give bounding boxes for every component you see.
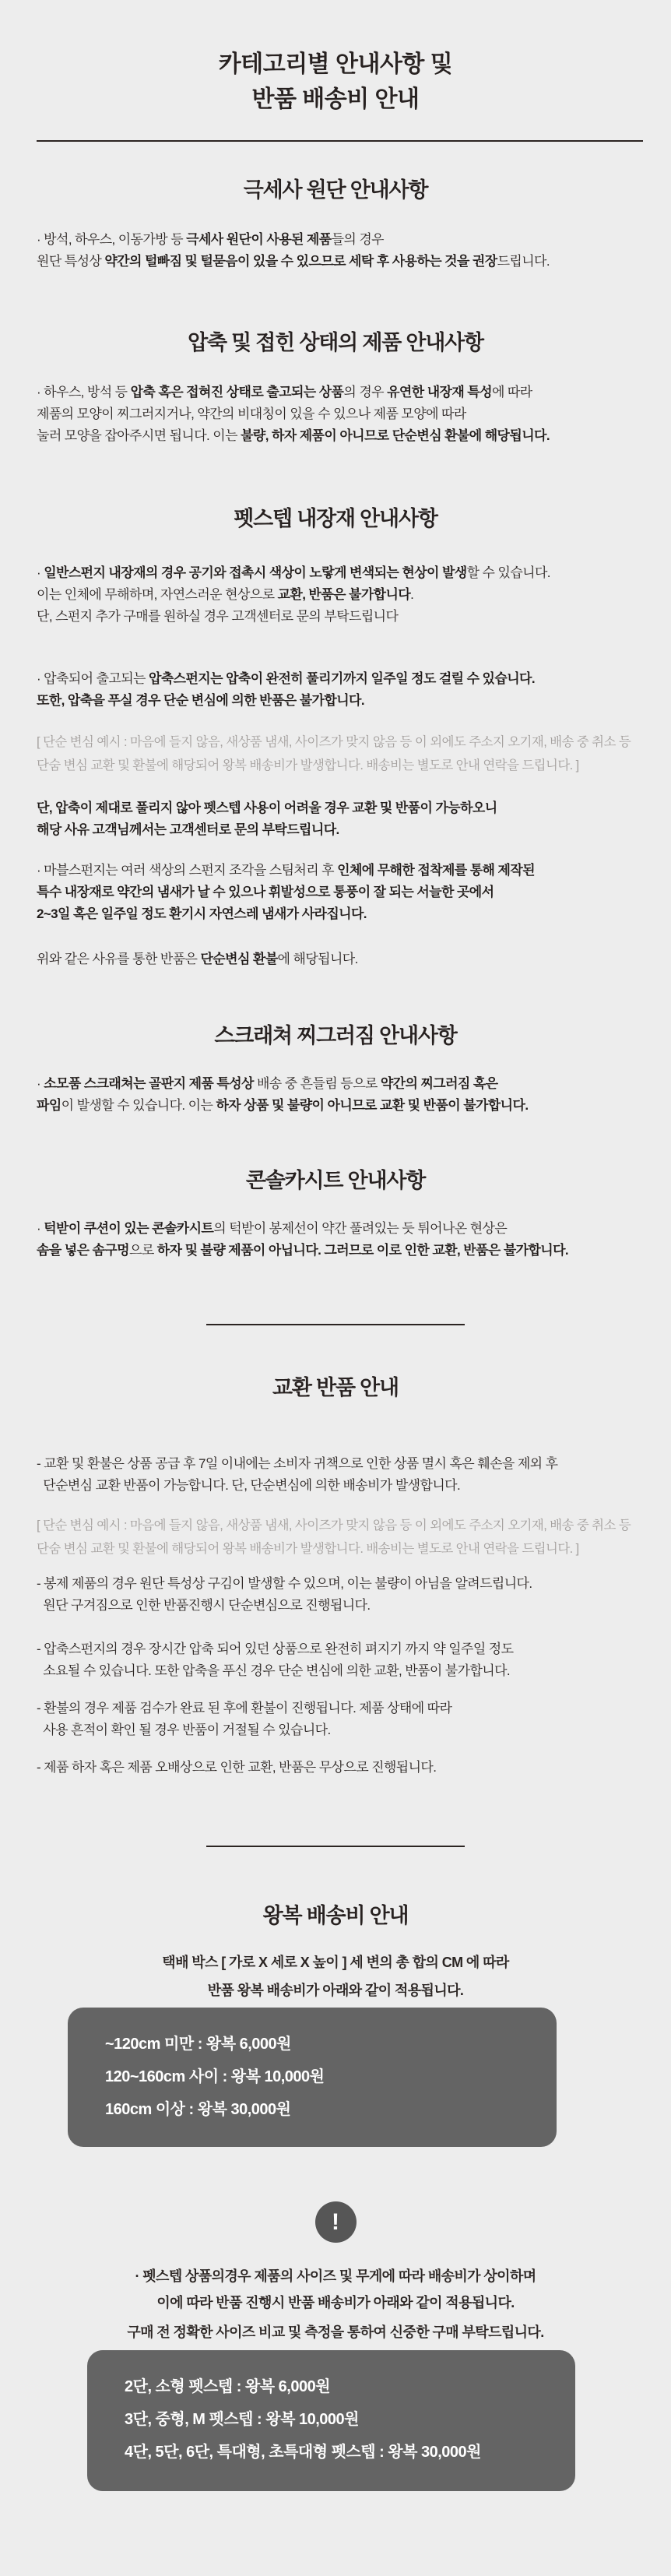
petstep-shipping-notice-line1: · 펫스텝 상품의경우 제품의 사이즈 및 무게에 따라 배송비가 상이하며 — [135, 2268, 536, 2284]
text-line: 위와 같은 사유를 통한 반품은 단순변심 환불에 해당됩니다. — [37, 952, 358, 966]
shipping-subtitle — [0, 1948, 671, 2004]
text-line: · 마블스펀지는 여러 색상의 스펀지 조각을 스팀처리 후 인체에 무해한 접착제를 통해 제작된 — [37, 863, 535, 878]
exchange-note-simple-change — [37, 1514, 641, 1561]
text-line: - 제품 하자 혹은 제품 오배상으로 인한 교환, 반품은 무상으로 진행됩니다. — [37, 1760, 437, 1775]
fee-row: 4단, 5단, 6단, 특대형, 초특대형 펫스텝 : 왕복 30,000원 — [125, 2444, 482, 2461]
fee-row: 120~160cm 사이 : 왕복 10,000원 — [105, 2068, 325, 2085]
petstep-fee-box — [87, 2350, 575, 2491]
section-compressed-heading: 압축 및 접힌 상태의 제품 안내사항 — [188, 331, 483, 354]
text-line: 원단 구겨짐으로 인한 반품진행시 단순변심으로 진행됩니다. — [37, 1598, 371, 1613]
text-line: 원단 특성상 약간의 털빠짐 및 털묻음이 있을 수 있으므로 세탁 후 사용하는 것을 권장드립니다. — [37, 254, 550, 269]
compressed-paragraph — [37, 382, 641, 447]
purchase-caution: 구매 전 정확한 사이즈 비교 및 측정을 통하여 신중한 구매 부탁드립니다. — [127, 2324, 544, 2340]
text-line: - 봉제 제품의 경우 원단 특성상 구김이 발생할 수 있으며, 이는 불량이 아님을 알려드립니다. — [37, 1576, 532, 1591]
text-line: 사용 흔적이 확인 될 경우 반품이 거절될 수 있습니다. — [37, 1723, 331, 1737]
text-line: 단순변심 교환 반품이 가능합니다. 단, 단순변심에 의한 배송비가 발생합니다. — [37, 1478, 461, 1493]
fee-row: 3단, 중형, M 펫스텝 : 왕복 10,000원 — [125, 2411, 359, 2428]
page-title-line2: 반품 배송비 안내 — [251, 86, 420, 112]
text-line: 단, 스펀지 추가 구매를 원하실 경우 고객센터로 문의 부탁드립니다 — [37, 609, 399, 624]
size-fee-box — [68, 2008, 557, 2147]
petstep-paragraph-exchange-possible — [37, 797, 641, 841]
exchange-item-2 — [37, 1573, 641, 1617]
microfiber-paragraph — [37, 229, 641, 273]
section-petstep-heading: 펫스텝 내장재 안내사항 — [234, 507, 437, 530]
text-line: 2~3일 혹은 일주일 정도 환기시 자연스레 냄새가 사라집니다. — [37, 906, 367, 921]
fee-row: 2단, 소형 펫스텝 : 왕복 6,000원 — [125, 2378, 331, 2395]
exchange-item-4 — [37, 1698, 641, 1741]
short-divider-2 — [206, 1846, 465, 1847]
title-divider — [37, 140, 643, 142]
section-console-heading: 콘솔카시트 안내사항 — [245, 1169, 426, 1192]
text-line: [ 단순 변심 예시 : 마음에 들지 않음, 새상품 냄새, 사이즈가 맞지 않음 등 이 외에도 주소지 오기재, 배송 중 취소 등 — [37, 1519, 631, 1533]
text-line: 제품의 모양이 찌그러지거나, 약간의 비대칭이 있을 수 있으나 제품 모양에 따라 — [37, 406, 466, 421]
fee-row: 160cm 이상 : 왕복 30,000원 — [105, 2101, 291, 2118]
text-line: 특수 내장재로 약간의 냄새가 날 수 있으나 휘발성으로 통풍이 잘 되는 서늘한 곳에서 — [37, 885, 494, 899]
text-line: 해당 사유 고객님께서는 고객센터로 문의 부탁드립니다. — [37, 822, 339, 837]
text-line: · 턱받이 쿠션이 있는 콘솔카시트의 턱받이 봉제선이 약간 풀려있는 듯 튀어나온 현상은 — [37, 1221, 508, 1236]
petstep-note-simple-change — [37, 730, 641, 777]
fee-row: ~120cm 미만 : 왕복 6,000원 — [105, 2036, 291, 2053]
text-line: 단숨 변심 교환 및 환불에 해당되어 왕복 배송비가 발생합니다. 배송비는 별도로 안내 연락을 드립니다. ] — [37, 1542, 579, 1556]
petstep-paragraph-sponge — [37, 562, 641, 628]
text-line: 또한, 압축을 푸실 경우 단순 변심에 의한 반품은 불가합니다. — [37, 693, 364, 708]
petstep-paragraph-conclusion — [37, 948, 641, 970]
text-line: - 압축스펀지의 경우 장시간 압축 되어 있던 상품으로 완전히 펴지기 까지 약 일주일 정도 — [37, 1642, 514, 1656]
console-paragraph — [37, 1218, 641, 1262]
page-title-line1: 카테고리별 안내사항 및 — [218, 51, 453, 77]
text-line: · 방석, 하우스, 이동가방 등 극세사 원단이 사용된 제품들의 경우 — [37, 232, 384, 247]
petstep-shipping-notice — [0, 2263, 671, 2316]
shipping-subtitle-line2: 반품 왕복 배송비가 아래와 같이 적용됩니다. — [207, 1983, 464, 1998]
petstep-paragraph-marble — [37, 860, 641, 925]
section-microfiber-heading: 극세사 원단 안내사항 — [243, 178, 428, 202]
exclamation-icon — [315, 2201, 357, 2243]
section-scratcher-heading: 스크래쳐 찌그러짐 안내사항 — [214, 1024, 457, 1047]
exchange-item-3 — [37, 1638, 641, 1682]
text-line: 소요될 수 있습니다. 또한 압축을 푸신 경우 단순 변심에 의한 교환, 반품이 불가합니다. — [37, 1663, 511, 1678]
exclamation-mark: ! — [332, 2208, 339, 2235]
text-line: 솜을 넣은 솜구멍으로 하자 및 불량 제품이 아닙니다. 그러므로 이로 인한 교환, 반품은 불가합니다. — [37, 1243, 569, 1258]
petstep-paragraph-compressed — [37, 668, 641, 712]
page-title — [0, 0, 671, 117]
section-shipping-heading: 왕복 배송비 안내 — [262, 1904, 409, 1927]
text-line: - 환불의 경우 제품 검수가 완료 된 후에 환불이 진행됩니다. 제품 상태에 따라 — [37, 1701, 452, 1716]
exchange-item-1 — [37, 1453, 641, 1497]
petstep-shipping-notice-line2: 이에 따라 반품 진행시 반품 배송비가 아래와 같이 적용됩니다. — [156, 2295, 515, 2310]
text-line: 단, 압축이 제대로 풀리지 않아 펫스텝 사용이 어려울 경우 교환 및 반품이 가능하오니 — [37, 801, 497, 815]
text-line: · 소모품 스크래쳐는 골판지 제품 특성상 배송 중 흔들림 등으로 약간의 찌그러짐 혹은 — [37, 1076, 498, 1091]
short-divider-1 — [206, 1324, 465, 1325]
text-line: 이는 인체에 무해하며, 자연스러운 현상으로 교환, 반품은 불가합니다. — [37, 587, 414, 602]
text-line: [ 단순 변심 예시 : 마음에 들지 않음, 새상품 냄새, 사이즈가 맞지 않음 등 이 외에도 주소지 오기재, 배송 중 취소 등 — [37, 735, 631, 749]
scratcher-paragraph — [37, 1073, 641, 1117]
text-line: · 하우스, 방석 등 압축 혹은 접혀진 상태로 출고되는 상품의 경우 유연한 내장재 특성에 따라 — [37, 385, 532, 399]
text-line: - 교환 및 환불은 상품 공급 후 7일 이내에는 소비자 귀책으로 인한 상품 멸시 혹은 훼손을 제외 후 — [37, 1456, 558, 1471]
text-line: · 일반스펀지 내장재의 경우 공기와 접촉시 색상이 노랗게 변색되는 현상이 발생할 수 있습니다. — [37, 565, 550, 580]
section-exchange-heading: 교환 반품 안내 — [272, 1376, 399, 1399]
text-line: 파임이 발생할 수 있습니다. 이는 하자 상품 및 불량이 아니므로 교환 및 반품이 불가합니다. — [37, 1098, 529, 1113]
exchange-item-5 — [37, 1757, 641, 1779]
text-line: 단숨 변심 교환 및 환불에 해당되어 왕복 배송비가 발생합니다. 배송비는 별도로 안내 연락을 드립니다. ] — [37, 758, 579, 772]
text-line: · 압축되어 출고되는 압축스펀지는 압축이 완전히 풀리기까지 일주일 정도 걸릴 수 있습니다. — [37, 671, 535, 686]
shipping-subtitle-line1: 택배 박스 [ 가로 X 세로 X 높이 ] 세 변의 총 합의 CM 에 따라 — [162, 1955, 509, 1970]
text-line: 눌러 모양을 잡아주시면 됩니다. 이는 불량, 하자 제품이 아니므로 단순변심 환불에 해당됩니다. — [37, 428, 550, 443]
